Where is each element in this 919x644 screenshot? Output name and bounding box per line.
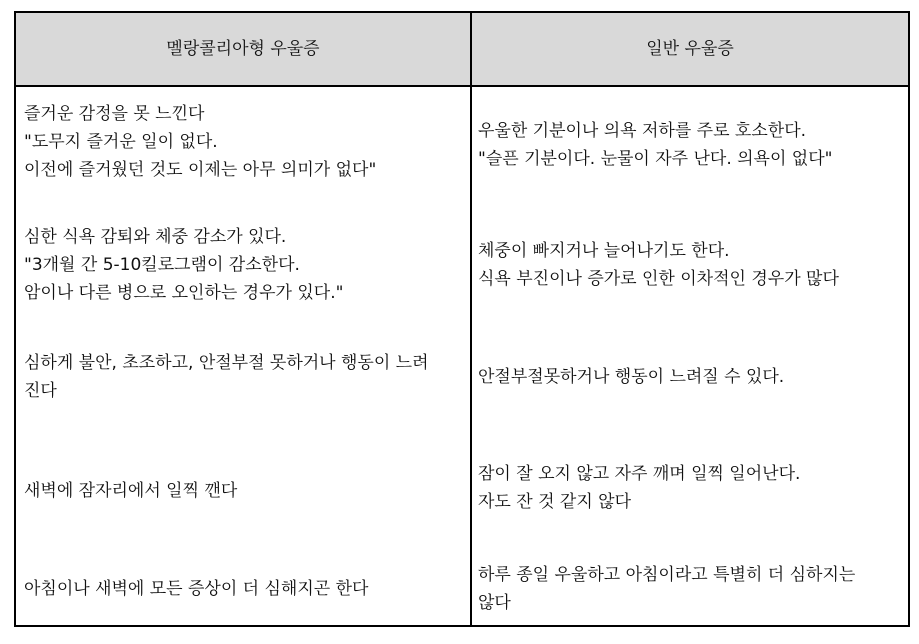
row-1-left-line-1: 즐거운 감정을 못 느낀다	[24, 104, 205, 124]
row-1-left-line-2: "도무지 즐거운 일이 없다.	[24, 132, 218, 152]
row-4-left-cell	[24, 477, 464, 505]
row-4-right-line-2: 자도 잔 것 같지 않다	[478, 492, 631, 512]
row-1-left-cell	[24, 100, 464, 184]
row-4-right-line-1: 잠이 잘 오지 않고 자주 깨며 일찍 일어난다.	[478, 464, 801, 484]
row-1-right-cell	[478, 117, 906, 173]
row-2-left-line-3: 암이나 다른 병으로 오인하는 경우가 있다."	[24, 283, 344, 303]
row-2-right-cell	[478, 237, 906, 293]
row-3-left-line-1: 심하게 불안, 초조하고, 안절부절 못하거나 행동이 느려	[24, 353, 429, 373]
row-2-left-line-1: 심한 식욕 감퇴와 체중 감소가 있다.	[24, 227, 287, 247]
row-3-left-line-2: 진다	[24, 381, 57, 401]
row-1-right-line-2: "슬픈 기분이다. 눈물이 자주 난다. 의욕이 없다"	[478, 149, 833, 169]
header-melancholic-depression: 멜랑콜리아형 우울증	[166, 39, 320, 59]
row-4-right-cell	[478, 460, 906, 516]
row-1-right-line-1: 우울한 기분이나 의욕 저하를 주로 호소한다.	[478, 121, 807, 141]
row-5-left-cell	[24, 575, 464, 603]
row-2-right-line-1: 체중이 빠지거나 늘어나기도 한다.	[478, 241, 730, 261]
row-3-left-cell	[24, 349, 464, 405]
row-5-right-line-2: 않다	[478, 593, 511, 613]
row-3-right-line-1: 안절부절못하거나 행동이 느려질 수 있다.	[478, 367, 785, 387]
row-5-left-line-1: 아침이나 새벽에 모든 증상이 더 심해지곤 한다	[24, 579, 369, 599]
row-2-left-line-2: "3개월 간 5-10킬로그램이 감소한다.	[24, 255, 300, 275]
row-5-right-cell	[478, 561, 906, 617]
row-2-right-line-2: 식욕 부진이나 증가로 인한 이차적인 경우가 많다	[478, 269, 839, 289]
row-4-left-line-1: 새벽에 잠자리에서 일찍 깬다	[24, 481, 238, 501]
row-2-left-cell	[24, 223, 464, 307]
row-3-right-cell	[478, 363, 906, 391]
header-general-depression: 일반 우울증	[646, 39, 734, 59]
comparison-table	[14, 11, 910, 627]
table-header	[16, 13, 908, 87]
row-1-left-line-3: 이전에 즐거웠던 것도 이제는 아무 의미가 없다"	[24, 160, 377, 180]
row-5-right-line-1: 하루 종일 우울하고 아침이라고 특별히 더 심하지는	[478, 565, 856, 585]
column-divider	[470, 13, 472, 625]
